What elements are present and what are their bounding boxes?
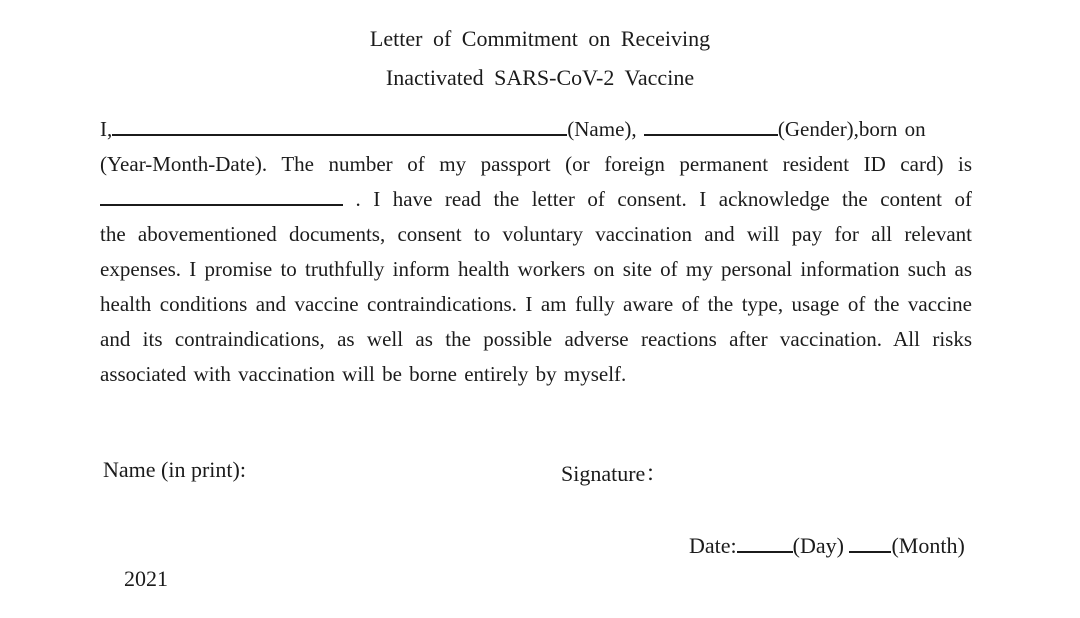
document-title-line2: Inactivated SARS-CoV-2 Vaccine	[385, 65, 695, 90]
day-label: (Day)	[792, 533, 844, 558]
body-line-7: and its contraindications, as well as the possible adverse reactions after vaccination. All risks	[100, 327, 972, 351]
line1-prefix: I,	[100, 117, 113, 141]
name-in-print-label: Name (in print):	[103, 457, 246, 482]
name-label: (Name),	[567, 117, 637, 141]
body-line-8: associated with vaccination will be borne entirely by myself.	[100, 362, 627, 386]
date-line	[689, 533, 965, 559]
body-line-1	[100, 112, 972, 147]
name-blank-field	[112, 131, 567, 136]
passport-blank-field	[100, 201, 343, 206]
date-label: Date:	[689, 533, 737, 558]
signature-label: Signature：	[561, 461, 668, 486]
document-title-line1: Letter of Commitment on Receiving	[369, 26, 711, 51]
body-line-3	[100, 182, 972, 217]
body-line-4: the abovementioned documents, consent to voluntary vaccination and will pay for all relevant	[100, 222, 972, 246]
month-label: (Month)	[891, 533, 965, 558]
gender-blank-field	[644, 131, 778, 136]
body-line-2: (Year-Month-Date). The number of my passport (or foreign permanent resident ID card) is	[100, 152, 972, 176]
day-blank-field	[737, 548, 793, 553]
body-line-6: health conditions and vaccine contraindications. I am fully aware of the type, usage of the vaccine	[100, 292, 972, 316]
month-blank-field	[849, 548, 891, 553]
body-line-5: expenses. I promise to truthfully inform health workers on site of my personal information such as	[100, 257, 972, 281]
document-title	[0, 19, 1080, 97]
year-label: 2021	[124, 566, 168, 591]
line3-text: . I have read the letter of consent. I acknowledge the content of	[355, 187, 972, 211]
gender-label: (Gender),born on	[777, 117, 926, 141]
letter-body	[100, 112, 972, 392]
